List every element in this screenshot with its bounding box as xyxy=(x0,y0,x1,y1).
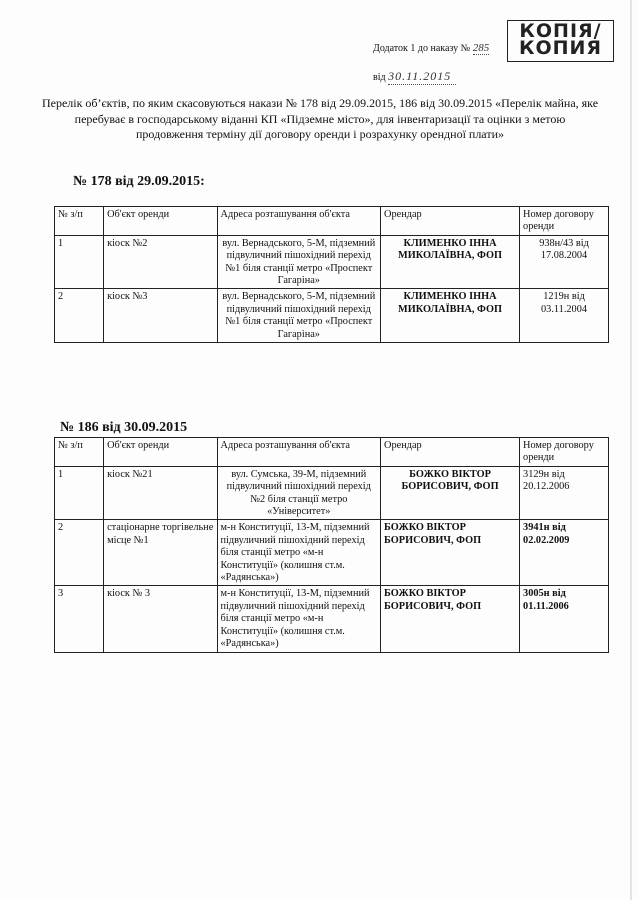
header-address: Адреса розташування об'єкта xyxy=(217,438,381,467)
scan-edge xyxy=(630,0,632,900)
row-number: 1 xyxy=(55,466,104,520)
table-row xyxy=(55,520,609,586)
row-address: вул. Вернадського, 5-М, підземний підвуличний пішохідний перехід №1 біля станції метро «Проспект Гагаріна» xyxy=(217,235,381,289)
row-tenant: БОЖКО ВІКТОР БОРИСОВИЧ, ФОП xyxy=(381,466,520,520)
row-object: стаціонарне торгівельне місце №1 xyxy=(104,520,217,586)
row-object: кіоск №2 xyxy=(104,235,217,289)
order-186-table xyxy=(54,437,609,653)
header-number: № з/п xyxy=(55,438,104,467)
row-contract: 938н/43 від 17.08.2004 xyxy=(520,235,609,289)
order-178-heading: № 178 від 29.09.2015: xyxy=(73,174,205,189)
appendix-number: 285 xyxy=(472,42,490,54)
copy-stamp xyxy=(507,20,614,62)
row-address: м-н Конституції, 13-М, підземний підвуличний пішохідний перехід біля станції метро «м-н Конституції» (колишня ст.м. «Радянська») xyxy=(217,520,381,586)
table-header-row xyxy=(55,438,609,467)
row-address: м-н Конституції, 13-М, підземний підвуличний пішохідний перехід біля станції метро «м-н Конституції» (колишня ст.м. «Радянська») xyxy=(217,586,381,652)
row-tenant: БОЖКО ВІКТОР БОРИСОВИЧ, ФОП xyxy=(381,586,520,652)
stamp-line-2: КОПИЯ xyxy=(518,37,603,59)
order-186-heading: № 186 від 30.09.2015 xyxy=(60,420,188,435)
header-object: Об'єкт оренди xyxy=(104,438,217,467)
row-contract: 1219н від 03.11.2004 xyxy=(520,289,609,343)
row-object: кіоск № 3 xyxy=(104,586,217,652)
appendix-reference xyxy=(373,42,489,55)
table-row xyxy=(55,289,609,343)
date-value: 30.11.2015 xyxy=(388,69,456,85)
stamp-line-1: КОПІЯ/ xyxy=(519,20,602,42)
header-contract: Номер договору оренди xyxy=(520,207,609,236)
table-row xyxy=(55,466,609,520)
table-row xyxy=(55,586,609,652)
header-address: Адреса розташування об'єкта xyxy=(217,207,381,236)
table-header-row xyxy=(55,207,609,236)
row-number: 2 xyxy=(55,520,104,586)
row-contract: 3941н від 02.02.2009 xyxy=(520,520,609,586)
appendix-date xyxy=(373,69,456,85)
header-tenant: Орендар xyxy=(381,207,520,236)
header-object: Об'єкт оренди xyxy=(104,207,217,236)
header-tenant: Орендар xyxy=(381,438,520,467)
header-contract: Номер договору оренди xyxy=(520,438,609,467)
header-number: № з/п xyxy=(55,207,104,236)
row-number: 1 xyxy=(55,235,104,289)
row-tenant: БОЖКО ВІКТОР БОРИСОВИЧ, ФОП xyxy=(381,520,520,586)
row-object: кіоск №21 xyxy=(104,466,217,520)
document-title: Перелік об’єктів, по яким скасовуються накази № 178 від 29.09.2015, 186 від 30.09.2015 «Перелік майна, яке перебуває в господарському віданні КП «Підземне місто», для інвентаризації та оцінки з метою продовження терміну дії договору оренди і розрахунку орендної плати» xyxy=(41,96,599,141)
table-row xyxy=(55,235,609,289)
row-number: 3 xyxy=(55,586,104,652)
row-tenant: КЛИМЕНКО ІННА МИКОЛАЇВНА, ФОП xyxy=(381,289,520,343)
date-prefix: від xyxy=(373,72,386,83)
row-contract: 3129н від 20.12.2006 xyxy=(520,466,609,520)
row-number: 2 xyxy=(55,289,104,343)
row-address: вул. Вернадського, 5-М, підземний підвуличний пішохідний перехід №1 біля станції метро «Проспект Гагаріна» xyxy=(217,289,381,343)
appendix-label: Додаток 1 до наказу № xyxy=(373,43,471,54)
row-address: вул. Сумська, 39-М, підземний підвуличний пішохідний перехід №2 біля станції метро «Університет» xyxy=(217,466,381,520)
order-178-table xyxy=(54,206,609,343)
row-object: кіоск №3 xyxy=(104,289,217,343)
row-tenant: КЛИМЕНКО ІННА МИКОЛАЇВНА, ФОП xyxy=(381,235,520,289)
row-contract: 3005н від 01.11.2006 xyxy=(520,586,609,652)
